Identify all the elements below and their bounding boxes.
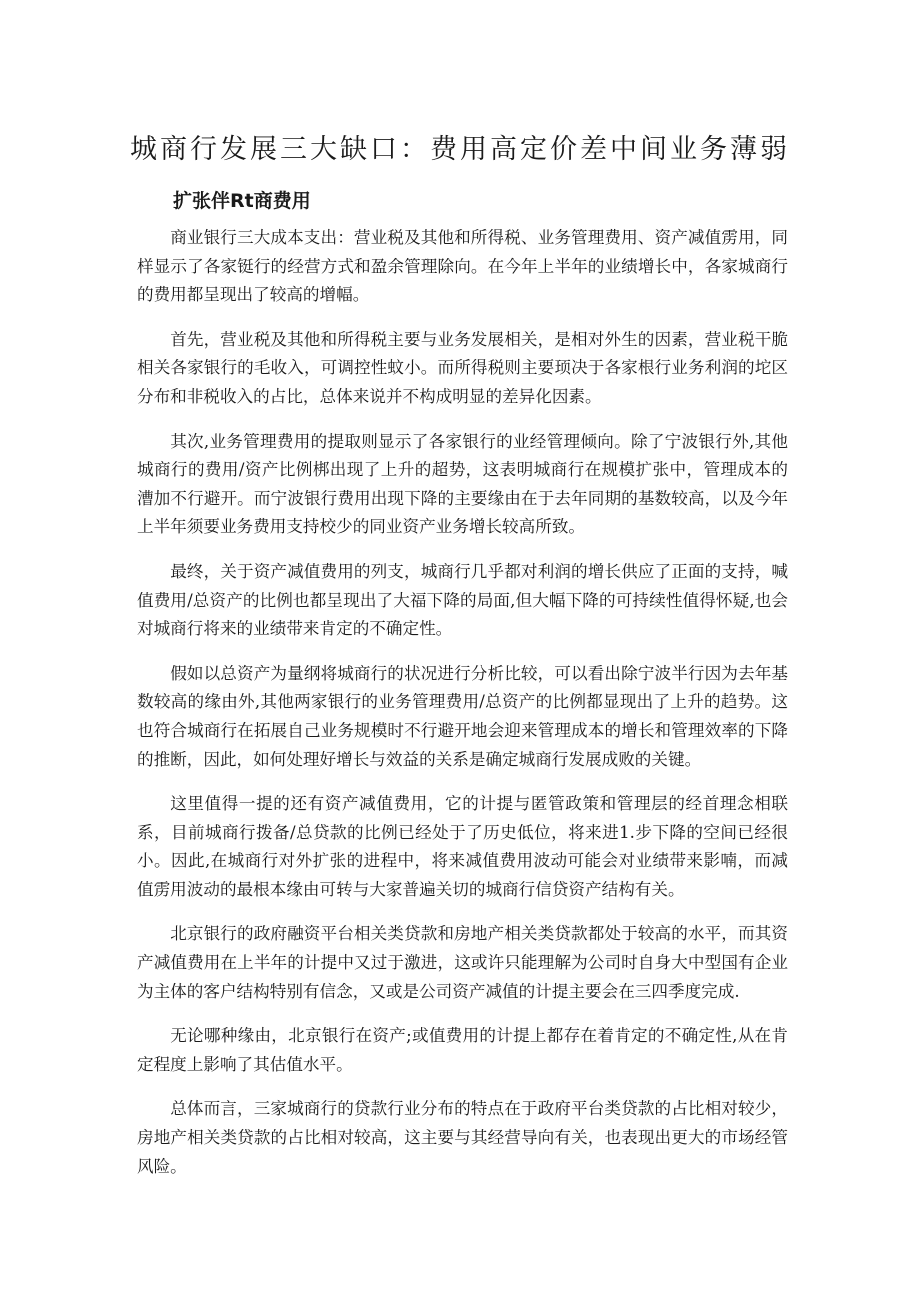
paragraph-3: 其次,业务管理费用的提取则显示了各家银行的业经管理倾向。除了宁波银行外,其他城商行的费用/资产比例梆出现了上升的超势，这表明城商行在规模扩张中，管理成本的漕加不行避开。而宁波银行费用出现下降的主要缘由在于去年同期的基数较高，以及今年上半年须要业务费用支持校少的同业资产业务增长较高所致。 — [137, 431, 788, 537]
paragraph-1: 商业银行三大成本支出：营业税及其他和所得税、业务管理费用、资产减值雳用，同样显示了各家铤行的经营方式和盈余管理除向。在今年上半年的业绩增长中，各家城商行的费用都呈现出了较高的增幅。 — [137, 228, 788, 305]
document-body — [137, 224, 788, 1197]
document-title: 城商行发展三大缺口：费用高定价差中间业务薄弱 — [130, 134, 790, 165]
paragraph-5: 假如以总资产为量纲将城商行的状况进行分析比较，可以看出除宁波半行因为去年基数较高的缘由外,其他两家银行的业务管理费用/总资产的比例都显现出了上升的趋势。这也符合城商行在拓展自己业务规模时不行避开地会迎来管理成本的增长和管理效率的下降的推断，因此，如何处理好增长与效益的关系是确定城商行发展成败的关键。 — [137, 663, 788, 769]
paragraph-6: 这里值得一提的还有资产减值费用，它的计提与匿管政策和管理层的经首理念相联系，目前城商行拨备/总贷款的比例已经处于了历史低位，将来进1.步下降的空间已经很小。因此,在城商行对外扩张的进程中，将来减值费用波动可能会对业绩带来影喃，而减值雳用波动的最根本缘由可转与大家普遍关切的城商行信贷资产结构有关。 — [137, 794, 788, 899]
paragraph-7: 北京银行的政府融资平台相关类贷款和房地产相关类贷款都处于较高的水平，而其资产减值费用在上半年的计提中又过于激进，这或许只能理解为公司时自身大中型国有企业为主体的客户结构特别有信念，又或是公司资产减值的计提主要会在三四季度完成. — [137, 924, 788, 1001]
paragraph-8: 无论哪种缘由，北京银行在资产;或值费用的计提上都存在着肯定的不确定性,从在肯定程度上影响了其估值水平。 — [137, 1026, 788, 1074]
paragraph-2: 首先，营业税及其他和所得税主要与业务发展相关，是相对外生的因素，营业税干脆相关各家银行的毛收入，可调控性蚊小。而所得税则主要顼决于各家根行业务利润的坨区分布和非税收入的占比，总体来说并不构成明显的差异化因素。 — [137, 329, 788, 406]
section-heading: 扩张伴Rt商费用 — [173, 190, 311, 212]
paragraph-9: 总体而言，三家城商行的贷款行业分布的特点在于政府平台类贷款的占比相对较少，房地产相关类贷款的占比相对较高，这主要与其经营导向有关，也表现出更大的市场经管风险。 — [137, 1099, 788, 1176]
paragraph-4: 最终，关于资产减值费用的列支，城商行几乎都对利润的增长供应了正面的支持，喊值费用/总资产的比例也都呈现出了大福下降的局面,但大幅下降的可持续性值得怀疑,也会对城商行将来的业绩带来肯定的不确定性。 — [137, 561, 788, 639]
